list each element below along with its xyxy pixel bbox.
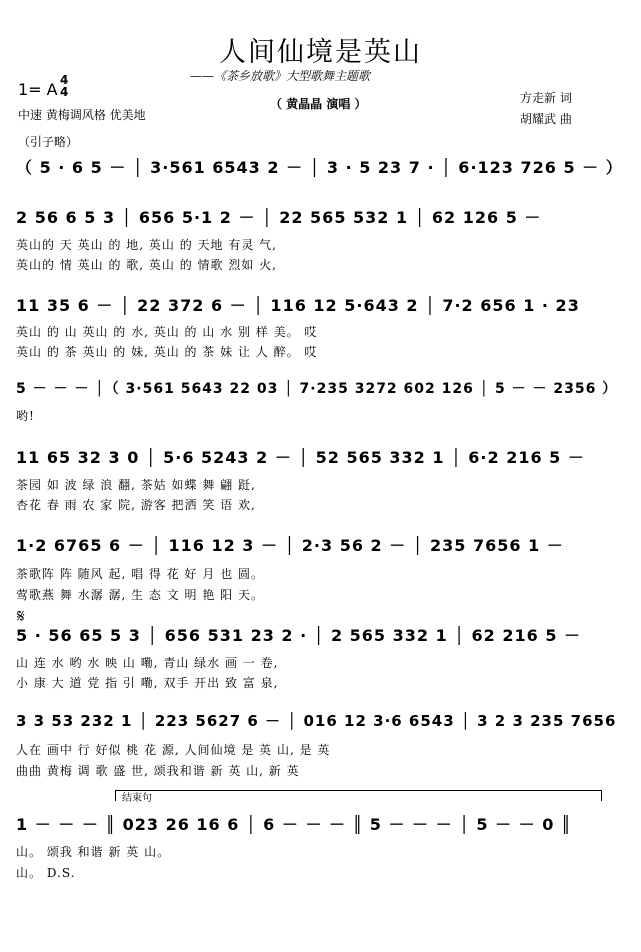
lyrics-line-3a: 哟! [16,409,35,423]
score-line-1: 2 56 6 5 3 │ 656 5·1 2 － │ 22 565 532 1 │ 62 126 5 － [16,208,542,227]
segno-sign: 𝄋 [17,606,25,627]
ending-label: 结束句 [122,793,152,804]
lyrics-line-6b: 小 康 大 道 党 指 引 嘞, 双手 开出 致 富 泉, [16,676,279,690]
lyrics-line-4b: 杏花 春 雨 农 家 院, 游客 把洒 笑 语 欢, [16,498,256,512]
score-line-4: 11 65 32 3 0 │ 5·6 5243 2 － │ 52 565 332 1 │ 6·2 216 5 － [16,448,585,467]
lyrics-line-5b: 莺歌燕 舞 水潺 潺, 生 态 文 明 艳 阳 天。 [16,588,264,602]
score-line-3: 5 － － － │（ 3·561 5643 22 03 │ 7·235 3272 602 126 │ 5 － － 2356 ） [16,381,618,397]
lyrics-line-1a: 英山的 天 英山 的 地, 英山 的 天地 有灵 气, [16,238,277,252]
score-line-8: 1 － － － ║ 023 26 16 6 │ 6 － － － ║ 5 － － － │ 5 － － 0 ║ [16,815,572,834]
composer: 胡耀武 曲 [520,112,572,126]
lyricist: 方走新 词 [520,91,572,105]
lyrics-line-5a: 茶歌阵 阵 随风 起, 唱 得 花 好 月 也 圆。 [16,567,264,581]
score-line-5: 1·2 6765 6 － │ 116 12 3 － │ 2·3 56 2 － │ 235 7656 1 － [16,536,564,555]
lyrics-line-8a: 山。 颂我 和谐 新 英 山。 [16,845,171,859]
lyrics-line-2b: 英山 的 茶 英山 的 妹, 英山 的 茶 妹 让 人 醉。 哎 [16,345,318,359]
score-line-intro: （ 5 · 6 5 － │ 3·561 6543 2 － │ 3 · 5 23 7 · │ 6·123 726 5 － ） [16,158,623,177]
ending-bracket [115,790,602,801]
lyrics-line-8b: 山。 D.S. [16,866,76,880]
singer: （ 黄晶晶 演唱 ） [270,97,367,111]
score-line-2: 11 35 6 － │ 22 372 6 － │ 116 12 5·643 2 │ 7·2 656 1 · 23 [16,296,580,315]
subtitle: ——《茶乡放歌》大型歌舞主题歌 [190,69,371,83]
score-line-6: 5 · 56 65 5 3 │ 656 531 23 2 · │ 2 565 332 1 │ 62 216 5 － [16,626,582,645]
lyrics-line-7b: 曲曲 黄梅 调 歌 盛 世, 颂我和谐 新 英 山, 新 英 [16,764,300,778]
key-signature: 1= A [18,80,58,99]
time-signature-bottom: 4 [60,85,69,99]
intro-label: （引子略） [18,135,79,149]
tempo-marking: 中速 黄梅调风格 优美地 [18,108,146,122]
score-line-7: 3 3 53 232 1 │ 223 5627 6 － │ 016 12 3·6 6543 │ 3 2 3 235 7656 [16,712,617,730]
time-signature-top: 4 [60,73,69,87]
lyrics-line-6a: 山 连 水 哟 水 映 山 嘞, 青山 绿水 画 一 卷, [16,656,279,670]
lyrics-line-4a: 茶园 如 波 绿 浪 翻, 茶姑 如蝶 舞 翩 跹, [16,478,256,492]
page-title: 人间仙境是英山 [219,37,422,68]
lyrics-line-7a: 人在 画中 行 好似 桃 花 源, 人间仙境 是 英 山, 是 英 [16,743,331,757]
lyrics-line-1b: 英山的 情 英山 的 歌, 英山 的 情歌 烈如 火, [16,258,277,272]
time-signature [60,74,68,98]
lyrics-line-2a: 英山 的 山 英山 的 水, 英山 的 山 水 别 样 美。 哎 [16,325,318,339]
